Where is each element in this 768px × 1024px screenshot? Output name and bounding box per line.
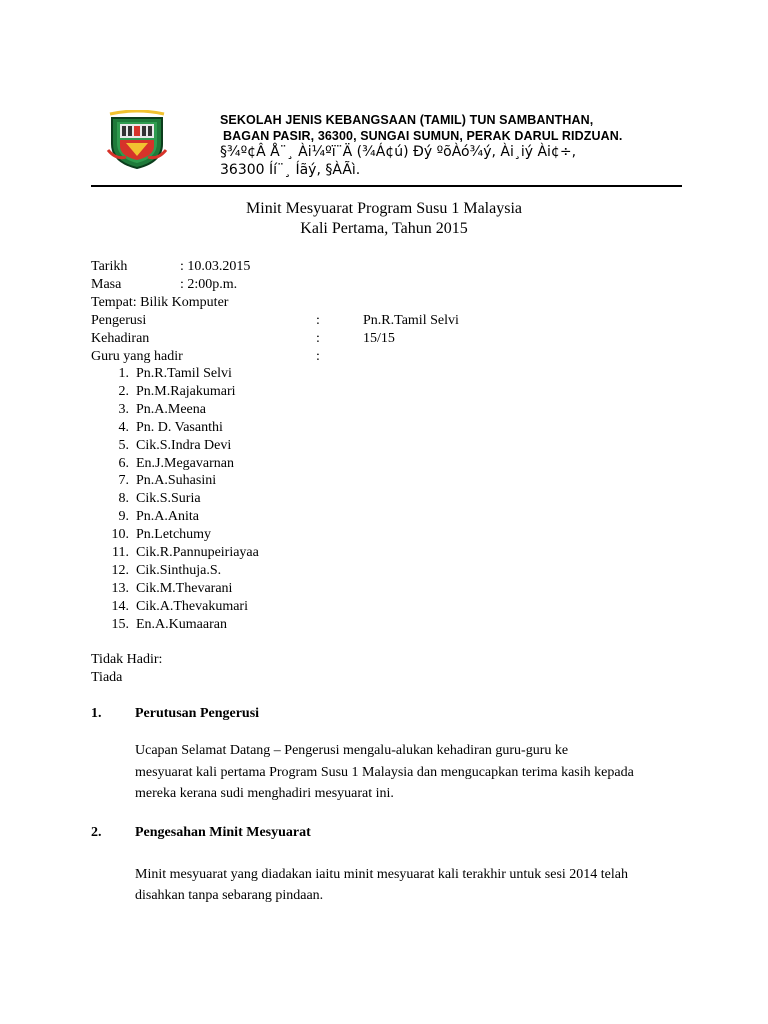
list-item: 4. Pn. D. Vasanthi [118,419,223,435]
school-crest-icon [106,110,168,172]
section-2-text-line: disahkan tanpa sebarang pindaan. [135,888,324,903]
list-item: 2. Pn.M.Rajakumari [118,383,236,399]
pengerusi-value: Pn.R.Tamil Selvi [363,313,459,328]
attendee-list [107,365,259,634]
section-2-number: 2. [91,825,102,840]
school-name-tamil-line2: 36300 Íí¨¸ Íãý, §ÀÃì. [220,162,361,178]
list-item: 1. Pn.R.Tamil Selvi [118,366,232,381]
tidak-hadir-label: Tidak Hadir: [91,652,163,667]
list-item: 15. En.A.Kumaaran [111,616,227,632]
section-1-text-line: mereka kerana sudi menghadiri mesyuarat ini. [135,786,394,801]
section-1-heading: Perutusan Pengerusi [135,706,260,721]
kehadiran-colon: : [316,331,320,346]
school-name-tamil-line1: §¾º¢Â Å¨¸ Ài¼ºï¨Ä (¾Á¢ú) Ðý ºõÀó¾ý, Ài¸iý Ài¢÷, [220,144,577,160]
masa-value: : 2:00p.m. [180,277,238,292]
school-address-line: BAGAN PASIR, 36300, SUNGAI SUMUN, PERAK DARUL RIDZUAN. [223,129,623,143]
section-1-text-line: mesyuarat kali pertama Program Susu 1 Malaysia dan mengucapkan terima kasih kepada [135,765,634,780]
guru-hadir-label: Guru yang hadir [91,349,183,364]
guru-hadir-colon: : [316,349,320,364]
masa-label: Masa [91,277,122,292]
list-item: 13. Cik.M.Thevarani [111,580,233,596]
section-2-heading: Pengesahan Minit Mesyuarat [135,825,311,840]
list-item: 9. Pn.A.Anita [118,509,199,525]
kehadiran-value: 15/15 [363,331,395,346]
list-item: 11. Cik.R.Pannupeiriayaa [112,545,259,561]
tarikh-value: : 10.03.2015 [180,259,251,274]
section-1-number: 1. [91,706,102,721]
list-item: 7. Pn.A.Suhasini [118,473,217,489]
section-1-text-line: Ucapan Selamat Datang – Pengerusi mengalu-alukan kehadiran guru-guru ke [135,743,569,758]
pengerusi-colon: : [316,313,320,328]
tidak-hadir-value: Tiada [91,670,123,685]
list-item: 12. Cik.Sinthuja.S. [111,562,222,578]
document-subtitle: Kali Pertama, Tahun 2015 [300,220,468,237]
school-name-line1: SEKOLAH JENIS KEBANGSAAN (TAMIL) TUN SAMBANTHAN, [220,113,594,127]
kehadiran-label: Kehadiran [91,331,150,346]
tempat-line: Tempat: Bilik Komputer [91,295,229,310]
list-item: 5. Cik.S.Indra Devi [118,437,232,453]
list-item: 14. Cik.A.Thevakumari [111,598,248,614]
list-item: 10. Pn.Letchumy [111,527,212,543]
tarikh-label: Tarikh [91,259,128,274]
list-item: 6. En.J.Megavarnan [118,455,234,471]
section-2-text-line: Minit mesyuarat yang diadakan iaitu minit mesyuarat kali terakhir untuk sesi 2014 telah [135,867,628,882]
header-divider [91,185,682,187]
list-item: 3. Pn.A.Meena [118,401,206,417]
pengerusi-label: Pengerusi [91,313,147,328]
document-title: Minit Mesyuarat Program Susu 1 Malaysia [246,200,522,217]
list-item: 8. Cik.S.Suria [118,491,201,507]
